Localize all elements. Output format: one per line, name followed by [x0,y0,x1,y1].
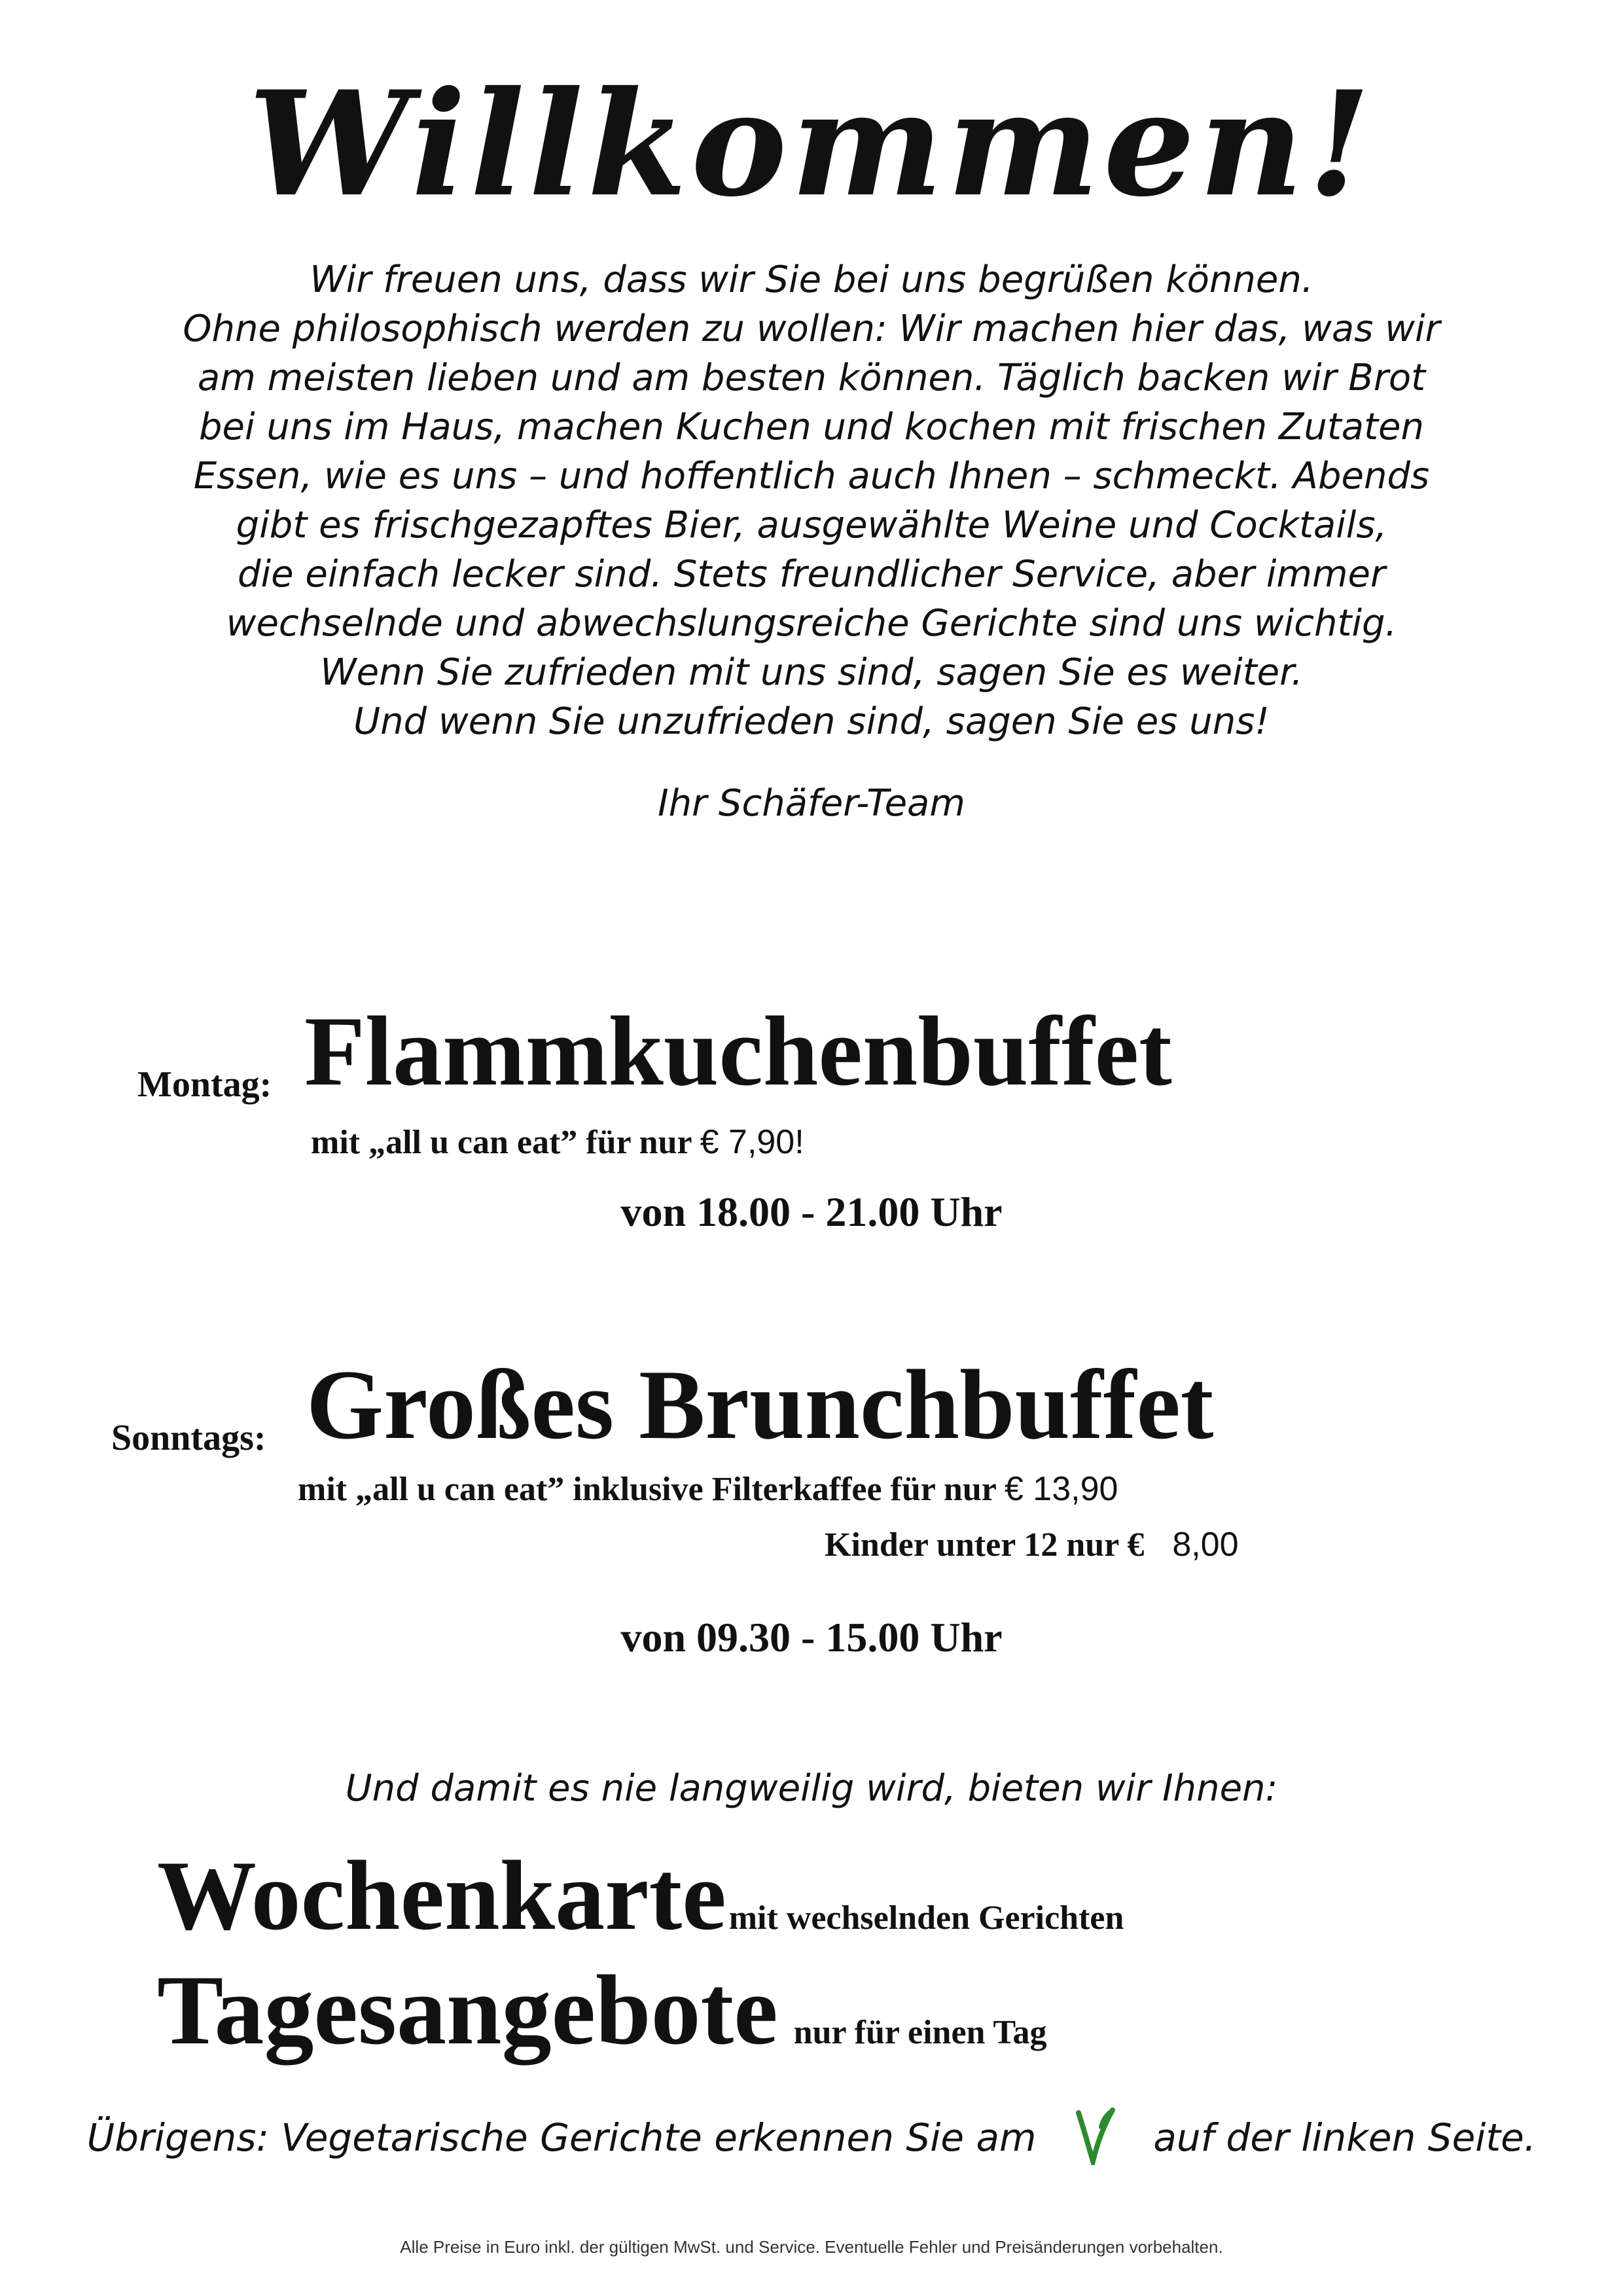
sunday-offer [298,1469,1118,1509]
welcome-line: Wenn Sie zufrieden mit uns sind, sagen Sie es weiter. [320,651,1303,694]
monday-time: von 18.00 - 21.00 Uhr [620,1189,1003,1235]
sunday-day-label: Sonntags: [111,1418,266,1458]
vegetarian-note [0,2106,1623,2174]
sunday-time: von 09.30 - 15.00 Uhr [620,1614,1003,1660]
sunday-kids-price: 8,00 [1172,1526,1239,1564]
offers-lead-in: Und damit es nie langweilig wird, bieten wir Ihnen: [345,1767,1278,1810]
welcome-line: Essen, wie es uns – und hoffentlich auch Ihnen – schmeckt. Abends [193,455,1430,497]
sunday-price: € 13,90 [1004,1470,1118,1508]
welcome-line: die einfach lecker sind. Stets freundlicher Service, aber immer [238,553,1385,596]
weekly-menu-title: Wochenkarte [157,1840,726,1950]
sunday-title: Großes Brunchbuffet [306,1350,1214,1460]
signature: Ihr Schäfer-Team [658,782,965,825]
welcome-line: wechselnde und abwechslungsreiche Gerichte sind uns wichtig. [226,602,1397,645]
leaf-icon [1072,2106,1118,2174]
monday-day-label: Montag: [137,1064,272,1105]
welcome-text [0,255,1623,746]
monday-desc: mit „all u can eat” für nur [311,1124,692,1161]
weekly-menu-row [157,1840,1124,1950]
monday-offer [311,1122,804,1162]
daily-offers-title: Tagesangebote [157,1955,778,2065]
sunday-kids-offer [825,1525,1239,1564]
welcome-line: Wir freuen uns, dass wir Sie bei uns begrüßen können. [310,259,1313,301]
sunday-kids-desc: Kinder unter 12 nur € [825,1526,1145,1564]
legal-notice: Alle Preise in Euro inkl. der gültigen MwSt. und Service. Eventuelle Fehler und Preisänderungen vorbehalten. [400,2237,1223,2257]
vegetarian-note-before: Übrigens: Vegetarische Gerichte erkennen Sie am [86,2115,1037,2161]
monday-title: Flammkuchenbuffet [304,996,1172,1106]
welcome-line: bei uns im Haus, machen Kuchen und kochen mit frischen Zutaten [198,406,1424,448]
monday-price: € 7,90! [700,1123,804,1161]
daily-offers-row [157,1955,1047,2065]
welcome-line: gibt es frischgezapftes Bier, ausgewählte Weine und Cocktails, [236,504,1387,547]
welcome-line: Ohne philosophisch werden zu wollen: Wir machen hier das, was wir [183,308,1440,350]
sunday-desc: mit „all u can eat” inklusive Filterkaffee für nur [298,1471,996,1508]
vegetarian-note-after: auf der linken Seite. [1153,2115,1537,2161]
daily-offers-desc: nur für einen Tag [793,2014,1047,2051]
welcome-line: am meisten lieben und am besten können. Täglich backen wir Brot [197,357,1426,399]
welcome-title: Willkommen! [248,59,1375,228]
weekly-menu-desc: mit wechselnden Gerichten [728,1899,1124,1937]
welcome-line: Und wenn Sie unzufrieden sind, sagen Sie es uns! [353,700,1270,743]
